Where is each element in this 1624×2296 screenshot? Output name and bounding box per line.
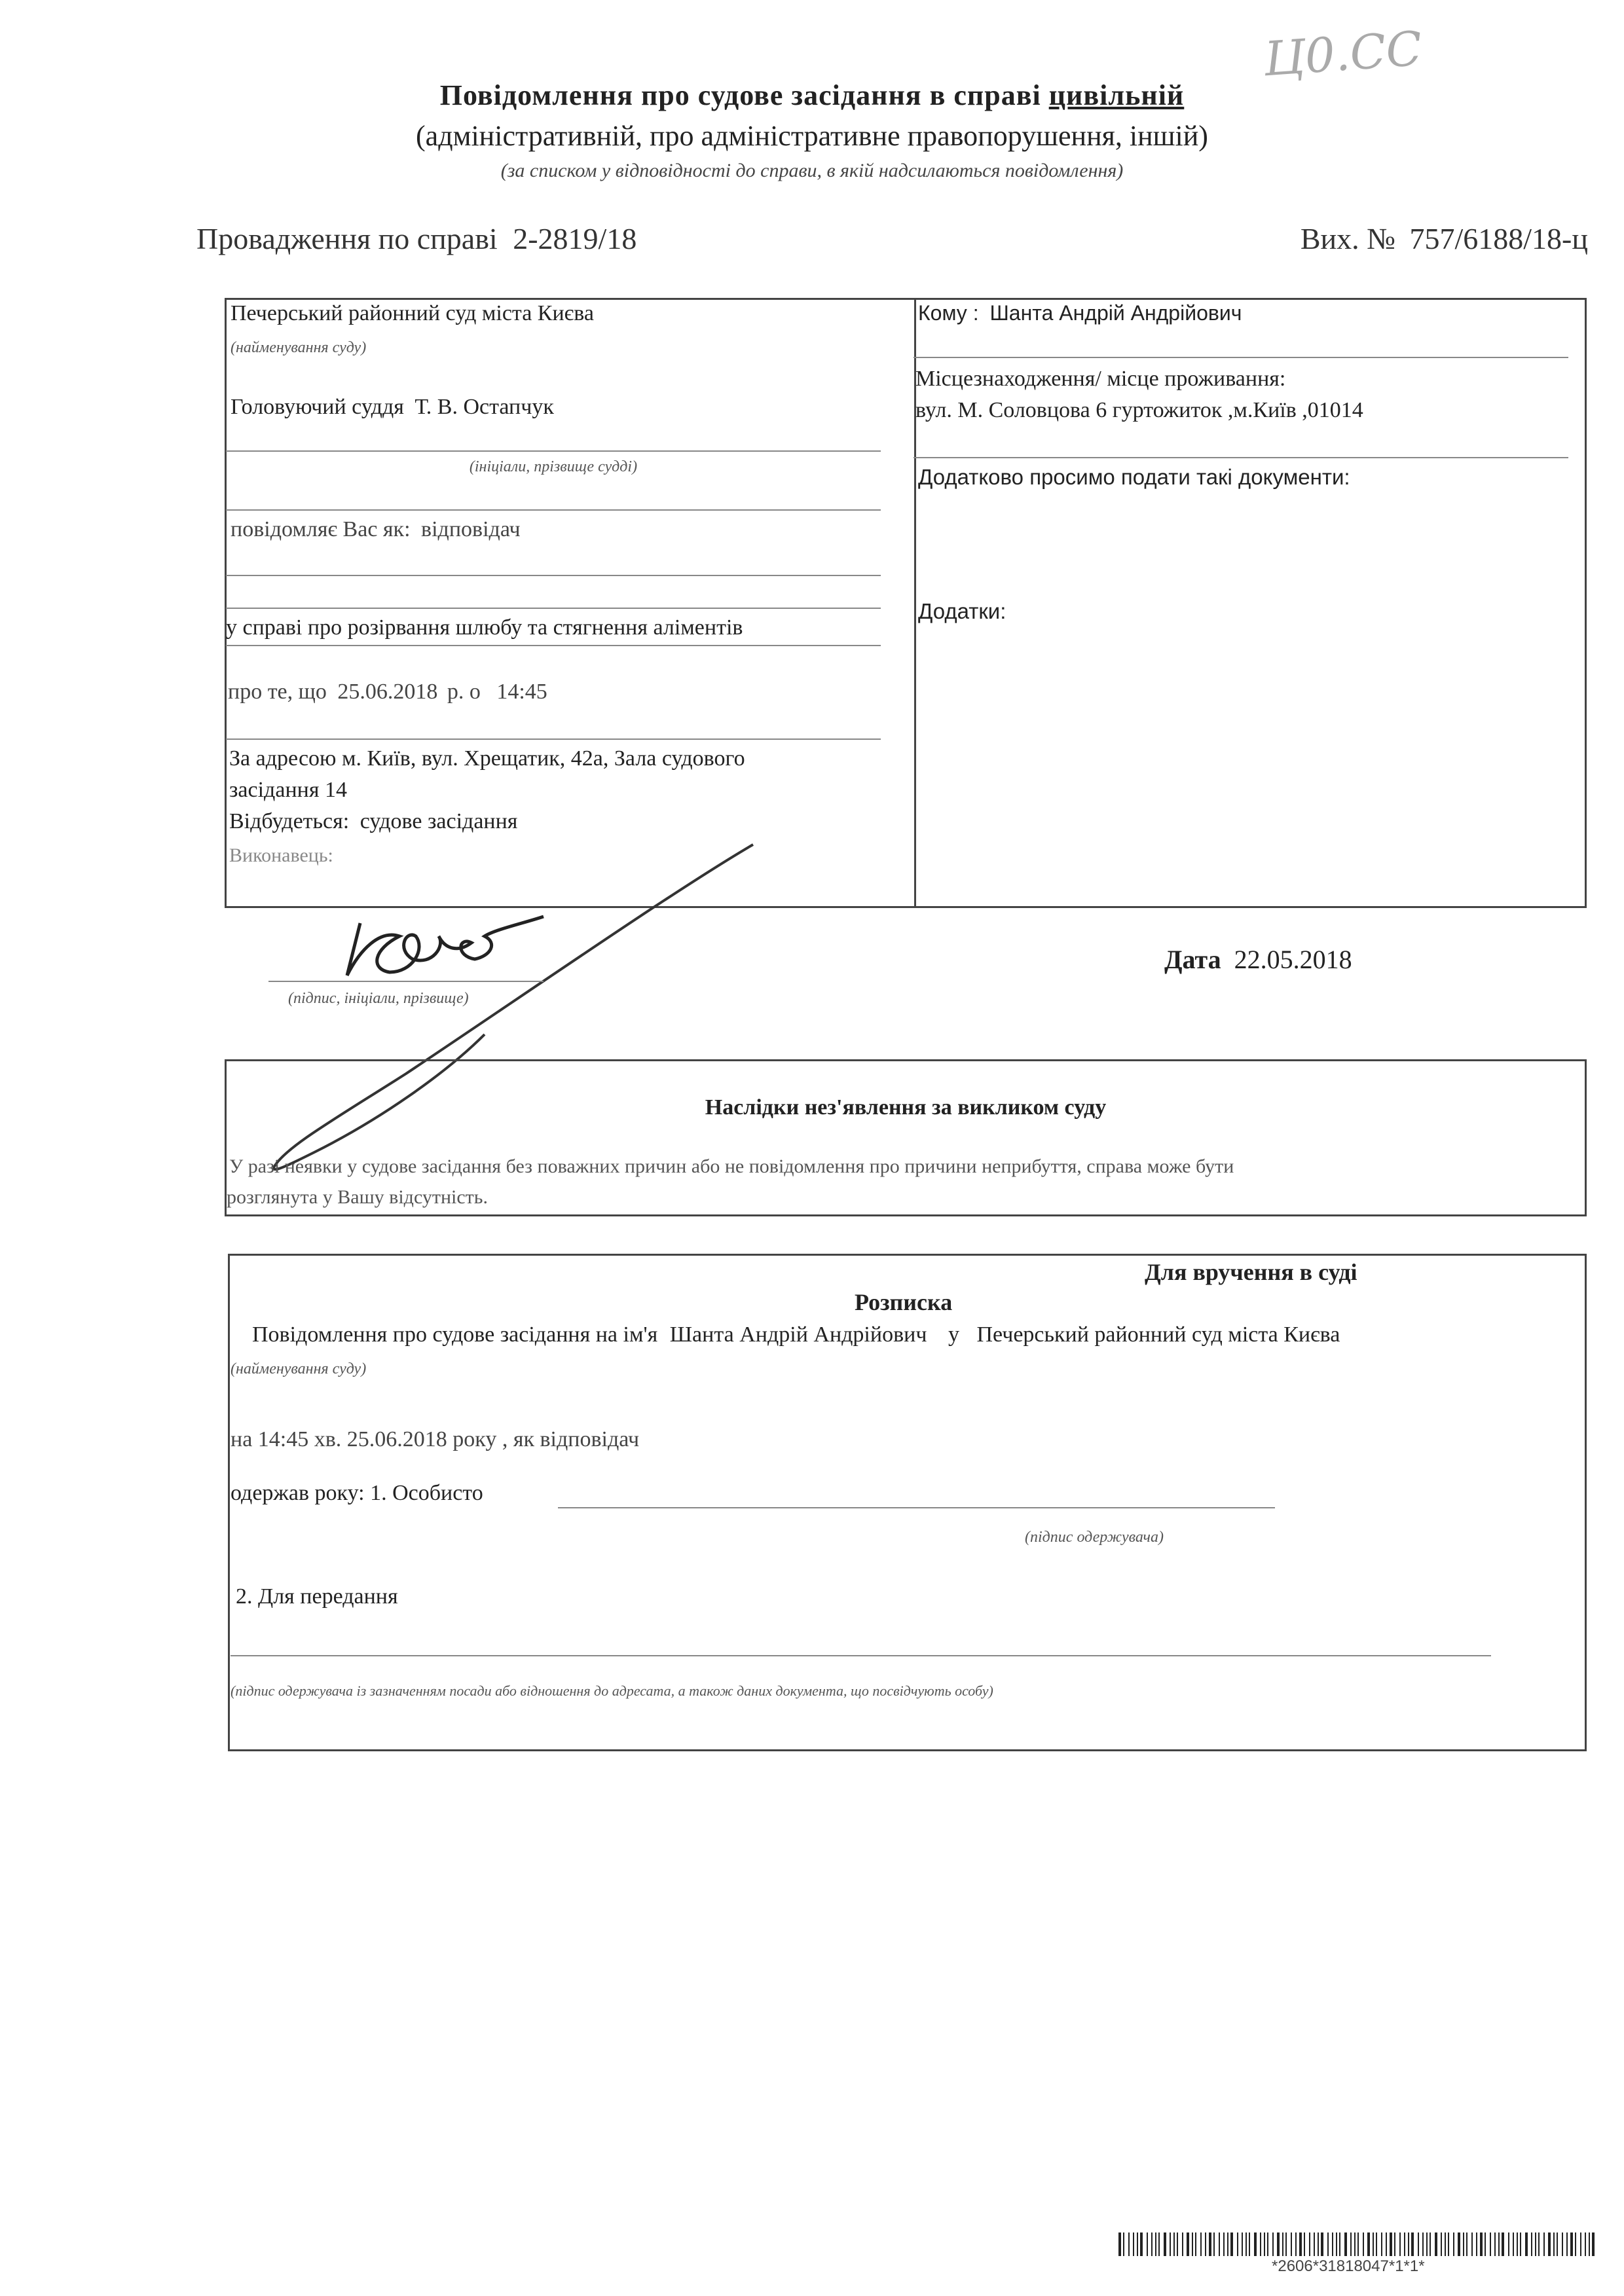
judge-label: Головуючий суддя — [231, 395, 404, 419]
outgoing-number-line — [1301, 221, 1588, 256]
barcode-bar — [1137, 2232, 1138, 2256]
barcode-bar — [1209, 2232, 1211, 2256]
barcode-bar — [1543, 2232, 1545, 2256]
barcode-bar — [1195, 2232, 1196, 2256]
date-value: 22.05.2018 — [1234, 945, 1352, 974]
barcode-bar — [1520, 2232, 1521, 2256]
case-subject: у справі про розірвання шлюбу та стягнення аліментів — [226, 615, 743, 640]
barcode-bar — [1304, 2232, 1305, 2256]
barcode-bar — [1548, 2232, 1551, 2256]
barcode-bar — [1435, 2232, 1437, 2256]
for-court-label: Для вручення в суді — [1145, 1259, 1357, 1285]
barcode-bar — [1441, 2232, 1442, 2256]
judge-underline — [226, 450, 881, 452]
date-suffix: р. о — [447, 680, 481, 704]
location-underline — [913, 457, 1568, 458]
barcode-bar — [1264, 2232, 1265, 2256]
barcode-bar — [1260, 2232, 1261, 2256]
notify-role: відповідач — [421, 517, 521, 541]
barcode-bar — [1566, 2232, 1568, 2256]
attachments-label: Додатки: — [918, 599, 1006, 623]
barcode-bar — [1314, 2232, 1315, 2256]
notify-underline-1 — [226, 575, 881, 576]
barcode-bar — [1170, 2232, 1171, 2256]
barcode-bar — [1538, 2232, 1540, 2256]
date-underline — [226, 738, 881, 740]
barcode-bar — [1485, 2232, 1486, 2256]
barcode-bar — [1227, 2232, 1228, 2256]
title-prefix: Повідомлення про судове засідання в справі — [439, 79, 1049, 111]
barcode-bar — [1344, 2232, 1347, 2256]
barcode-bar — [1498, 2232, 1500, 2256]
hearing-date-line — [228, 680, 547, 704]
event-value: судове засідання — [360, 809, 518, 833]
barcode-bar — [1200, 2232, 1202, 2256]
barcode-bar — [1557, 2232, 1558, 2256]
receipt-line-3: одержав року: 1. Особисто — [231, 1481, 483, 1505]
date-label: Дата — [1164, 945, 1221, 974]
barcode-bar — [1158, 2232, 1160, 2256]
receipt-line-1 — [252, 1322, 1340, 1347]
judge-line — [231, 395, 554, 420]
barcode-bar — [1242, 2232, 1243, 2256]
transfer-signature-line — [231, 1655, 1491, 1656]
barcode-bar — [1213, 2232, 1215, 2256]
barcode-bar — [1553, 2232, 1555, 2256]
barcode-bar — [1575, 2232, 1576, 2256]
address-line-1: За адресою м. Київ, вул. Хрещатик, 42а, Зала судового — [229, 746, 745, 771]
barcode-bar — [1230, 2232, 1233, 2256]
caption-underline — [226, 509, 881, 511]
notify-line — [231, 517, 521, 542]
barcode-bar — [1332, 2232, 1333, 2256]
personal-signature-line — [558, 1507, 1275, 1508]
barcode-bar — [1386, 2232, 1387, 2256]
barcode-bar — [1453, 2232, 1454, 2256]
barcode-bar — [1327, 2232, 1329, 2256]
court-name: Печерський районний суд міста Києва — [231, 301, 594, 325]
receipt-line-1-prefix: Повідомлення про судове засідання на ім'я — [252, 1322, 658, 1347]
barcode-bar — [1318, 2232, 1319, 2256]
subject-underline — [226, 645, 881, 646]
barcode-bar — [1336, 2232, 1337, 2256]
barcode-bar — [1480, 2232, 1483, 2256]
barcode-bar — [1508, 2232, 1509, 2256]
signature-underline — [268, 981, 544, 982]
case-number-line — [196, 221, 637, 256]
barcode-bar — [1404, 2232, 1405, 2256]
barcode-bar — [1458, 2232, 1460, 2256]
barcode-bar — [1133, 2232, 1134, 2256]
notify-label: повідомляє Вас як: — [231, 517, 411, 541]
barcode-bar — [1463, 2232, 1464, 2256]
barcode-bar — [1140, 2232, 1143, 2256]
hearing-date: 25.06.2018 — [337, 680, 438, 704]
barcode-bar — [1350, 2232, 1352, 2256]
event-label: Відбудеться: — [229, 809, 350, 833]
consequences-title: Наслідки нез'явлення за викликом суду — [705, 1095, 1107, 1120]
receipt-court-caption: (найменування суду) — [231, 1360, 367, 1377]
barcode-bar — [1381, 2232, 1382, 2256]
receipt-line-2: на 14:45 хв. 25.06.2018 року , як відповідач — [231, 1427, 640, 1451]
executor-label: Виконавець: — [229, 845, 333, 866]
barcode-bar — [1390, 2232, 1392, 2256]
barcode-bar — [1448, 2232, 1449, 2256]
page-title — [0, 79, 1624, 112]
barcode-bar — [1430, 2232, 1431, 2256]
corner-handwritten-note: Ц0.СС — [1262, 20, 1424, 87]
barcode-bar — [1267, 2232, 1268, 2256]
notify-underline-2 — [226, 608, 881, 609]
barcode-bar — [1309, 2232, 1310, 2256]
receipt-court-name: Печерський районний суд міста Києва — [976, 1322, 1340, 1347]
barcode-bar — [1219, 2232, 1220, 2256]
barcode-bar — [1354, 2232, 1356, 2256]
receipt-line-4: 2. Для передання — [236, 1584, 398, 1609]
location-label: Місцезнаходження/ місце проживання: — [915, 367, 1286, 391]
location-value: вул. М. Соловцова 6 гуртожиток ,м.Київ ,01014 — [915, 398, 1363, 422]
barcode-bar — [1118, 2232, 1121, 2256]
barcode-bar — [1589, 2232, 1590, 2256]
barcode-bar — [1205, 2232, 1206, 2256]
barcode-bar — [1471, 2232, 1473, 2256]
barcode-bar — [1164, 2232, 1166, 2256]
case-label: Провадження по справі — [196, 222, 498, 255]
barcode-bar — [1490, 2232, 1491, 2256]
barcode-bar — [1525, 2232, 1528, 2256]
barcode-bar — [1426, 2232, 1428, 2256]
barcode-bar — [1147, 2232, 1148, 2256]
barcode-bar — [1123, 2232, 1124, 2256]
barcode-text: *2606*31818047*1*1* — [1272, 2257, 1425, 2275]
barcode-bar — [1237, 2232, 1238, 2256]
barcode-bar — [1408, 2232, 1409, 2256]
barcode-bar — [1192, 2232, 1193, 2256]
barcode-bar — [1535, 2232, 1536, 2256]
barcode-bar — [1422, 2232, 1424, 2256]
address-line-2: засідання 14 — [229, 778, 347, 802]
barcode-bar — [1418, 2232, 1419, 2256]
page-subtitle: (адміністративній, про адміністративне правопорушення, іншій) — [416, 120, 1208, 152]
barcode-bar — [1246, 2232, 1247, 2256]
consequences-line-1: У разі неявки у судове засідання без поважних причин або не повідомлення про причини неприбуття, справа може бути — [229, 1156, 1234, 1177]
barcode-bar — [1173, 2232, 1175, 2256]
transfer-signature-caption: (підпис одержувача із зазначенням посади або відношення до адресата, а також даних документа, що посвідчують особу) — [231, 1683, 993, 1699]
barcode-bar — [1411, 2232, 1414, 2256]
recipient-underline — [913, 357, 1568, 358]
barcode-bar — [1282, 2232, 1283, 2256]
consequences-line-2: розглянута у Вашу відсутність. — [227, 1186, 488, 1208]
document-date-line — [1164, 944, 1352, 975]
barcode-bar — [1339, 2232, 1340, 2256]
outgoing-label: Вих. № — [1300, 222, 1395, 255]
barcode-bar — [1376, 2232, 1377, 2256]
docs-label: Додатково просимо подати такі документи: — [918, 465, 1350, 489]
barcode-bar — [1367, 2232, 1370, 2256]
barcode-bar — [1277, 2232, 1280, 2256]
barcode-bar — [1285, 2232, 1287, 2256]
to-name: Шанта Андрій Андрійович — [989, 301, 1242, 325]
barcode-bar — [1592, 2232, 1595, 2256]
barcode-bar — [1513, 2232, 1514, 2256]
judge-name: Т. В. Остапчук — [415, 395, 554, 419]
barcode-bar — [1182, 2232, 1183, 2256]
barcode — [1118, 2232, 1596, 2256]
barcode-bar — [1177, 2232, 1178, 2256]
barcode-bar — [1562, 2232, 1563, 2256]
barcode-bar — [1187, 2232, 1189, 2256]
barcode-bar — [1295, 2232, 1297, 2256]
barcode-bar — [1399, 2232, 1401, 2256]
barcode-bar — [1585, 2232, 1586, 2256]
barcode-bar — [1373, 2232, 1374, 2256]
barcode-bar — [1580, 2232, 1581, 2256]
barcode-bar — [1291, 2232, 1292, 2256]
barcode-bar — [1155, 2232, 1156, 2256]
receipt-in: у — [948, 1322, 959, 1347]
barcode-bar — [1570, 2232, 1573, 2256]
barcode-bar — [1466, 2232, 1467, 2256]
barcode-bar — [1249, 2232, 1250, 2256]
barcode-bar — [1299, 2232, 1302, 2256]
barcode-bar — [1128, 2232, 1130, 2256]
barcode-bar — [1357, 2232, 1359, 2256]
barcode-bar — [1517, 2232, 1518, 2256]
barcode-bar — [1272, 2232, 1274, 2256]
personal-signature-caption: (підпис одержувача) — [1025, 1529, 1164, 1546]
barcode-bar — [1394, 2232, 1395, 2256]
barcode-bar — [1363, 2232, 1364, 2256]
outgoing-number: 757/6188/18-ц — [1409, 222, 1588, 255]
court-caption: (найменування суду) — [231, 339, 367, 356]
barcode-bar — [1223, 2232, 1225, 2256]
signature-caption: (підпис, ініціали, прізвище) — [288, 990, 469, 1007]
about-prefix: про те, що — [228, 680, 327, 704]
barcode-bar — [1321, 2232, 1323, 2256]
title-case-type: цивільній — [1048, 79, 1185, 111]
barcode-bar — [1494, 2232, 1496, 2256]
barcode-bar — [1531, 2232, 1532, 2256]
receipt-title: Розписка — [855, 1289, 953, 1315]
to-label: Кому : — [918, 301, 979, 325]
receipt-recipient-name: Шанта Андрій Андрійович — [669, 1322, 927, 1347]
barcode-bar — [1254, 2232, 1257, 2256]
barcode-bar — [1151, 2232, 1153, 2256]
recipient-line — [918, 301, 1242, 325]
event-line — [229, 809, 517, 834]
barcode-bar — [1445, 2232, 1446, 2256]
hearing-time: 14:45 — [496, 680, 547, 704]
barcode-bar — [1502, 2232, 1504, 2256]
barcode-bar — [1476, 2232, 1477, 2256]
subtitle-note: (за списком у відповідності до справи, в якій надсилаються повідомлення) — [500, 160, 1124, 181]
judge-caption: (ініціали, прізвище судді) — [469, 458, 638, 475]
case-number: 2-2819/18 — [513, 222, 637, 255]
